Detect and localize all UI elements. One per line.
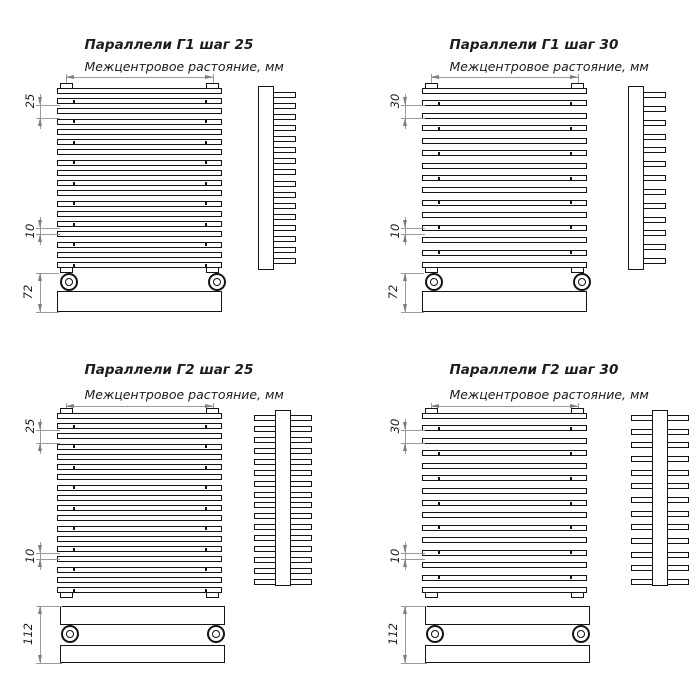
collector-tick bbox=[570, 551, 572, 554]
side-view-tab bbox=[631, 442, 653, 448]
drawing-title: Параллели Г2 шаг 30 bbox=[449, 362, 619, 378]
rung-bar bbox=[422, 500, 587, 506]
rung-bar bbox=[422, 463, 587, 469]
rung-bar bbox=[422, 475, 587, 481]
bottom-plate bbox=[425, 606, 590, 625]
height-dimension-label: 112 bbox=[386, 623, 400, 645]
collector-tick bbox=[570, 452, 572, 455]
rung-bar bbox=[422, 413, 587, 419]
side-view-tab bbox=[631, 429, 653, 435]
dim-arrow bbox=[403, 606, 407, 614]
step-dimension-label: 30 bbox=[388, 418, 402, 434]
side-view-tab bbox=[631, 538, 653, 544]
side-view-tab bbox=[667, 456, 689, 462]
collector-tick bbox=[570, 477, 572, 480]
side-view-tab bbox=[631, 497, 653, 503]
side-view-tab bbox=[667, 511, 689, 517]
rung-bar bbox=[422, 488, 587, 494]
collector-tick bbox=[438, 502, 440, 505]
rung-bar bbox=[422, 537, 587, 543]
drawing-title: Параллели Г1 шаг 30 bbox=[449, 37, 619, 53]
bottom-plate bbox=[425, 645, 590, 663]
collector-tick bbox=[438, 452, 440, 455]
rung-bar bbox=[422, 562, 587, 568]
rung-bar bbox=[422, 575, 587, 581]
side-view-tab bbox=[631, 415, 653, 421]
side-view-body bbox=[652, 410, 668, 586]
extension-line bbox=[401, 663, 427, 664]
collector-tick bbox=[438, 526, 440, 529]
side-view-tab bbox=[631, 456, 653, 462]
rung-bar bbox=[422, 450, 587, 456]
side-view-tab bbox=[667, 429, 689, 435]
height-dimension-label: 72 bbox=[21, 284, 35, 300]
thickness-dimension-label: 10 bbox=[388, 223, 402, 239]
center-distance-label: Межцентровое растояние, мм bbox=[84, 387, 284, 402]
side-view-tab bbox=[667, 552, 689, 558]
center-distance-label: Межцентровое растояние, мм bbox=[84, 59, 284, 74]
side-view-tab bbox=[667, 538, 689, 544]
center-distance-dim-line bbox=[431, 406, 578, 407]
dim-arrow bbox=[403, 443, 407, 451]
side-view-tab bbox=[667, 470, 689, 476]
drawing-title: Параллели Г2 шаг 25 bbox=[84, 362, 254, 378]
rung-bar bbox=[422, 425, 587, 431]
side-view-tab bbox=[667, 524, 689, 530]
rung-bar bbox=[422, 438, 587, 444]
center-distance-label: Межцентровое растояние, мм bbox=[449, 59, 649, 74]
side-view-tab bbox=[667, 483, 689, 489]
thickness-dimension-label: 10 bbox=[388, 548, 402, 564]
rung-bar bbox=[422, 525, 587, 531]
step-dimension-label: 30 bbox=[388, 93, 402, 109]
rung-bar bbox=[422, 512, 587, 518]
drawing-title: Параллели Г1 шаг 25 bbox=[84, 37, 254, 53]
side-view-tab bbox=[631, 511, 653, 517]
side-view-tab bbox=[631, 524, 653, 530]
height-dimension-label: 112 bbox=[21, 623, 35, 645]
collector-tick bbox=[438, 477, 440, 480]
side-view-tab bbox=[667, 442, 689, 448]
side-view-tab bbox=[631, 565, 653, 571]
rung-bar bbox=[422, 550, 587, 556]
collector-tick bbox=[570, 502, 572, 505]
dim-arrow bbox=[403, 422, 407, 430]
valve-circle-inner bbox=[431, 630, 439, 638]
dim-arrow bbox=[403, 655, 407, 663]
side-view-tab bbox=[631, 470, 653, 476]
collector-tick bbox=[438, 427, 440, 430]
step-dimension-label: 25 bbox=[23, 418, 37, 434]
side-view-tab bbox=[667, 497, 689, 503]
side-view-tab bbox=[667, 565, 689, 571]
side-view-tab bbox=[667, 415, 689, 421]
side-view-tab bbox=[631, 483, 653, 489]
dim-arrow bbox=[403, 559, 407, 567]
collector-tick bbox=[570, 576, 572, 579]
collector-tick bbox=[570, 526, 572, 529]
center-distance-label: Межцентровое растояние, мм bbox=[449, 387, 649, 402]
side-view-tab bbox=[667, 579, 689, 585]
height-dimension-label: 72 bbox=[386, 284, 400, 300]
collector-tick bbox=[438, 551, 440, 554]
thickness-dimension-label: 10 bbox=[23, 548, 37, 564]
side-view-tab bbox=[631, 579, 653, 585]
rung-bar bbox=[422, 587, 587, 593]
side-view-tab bbox=[631, 552, 653, 558]
thickness-dimension-label: 10 bbox=[23, 223, 37, 239]
collector-tick bbox=[438, 576, 440, 579]
dim-arrow bbox=[403, 545, 407, 553]
collector-tick bbox=[570, 427, 572, 430]
step-dimension-label: 25 bbox=[23, 93, 37, 109]
valve-circle-inner bbox=[577, 630, 585, 638]
